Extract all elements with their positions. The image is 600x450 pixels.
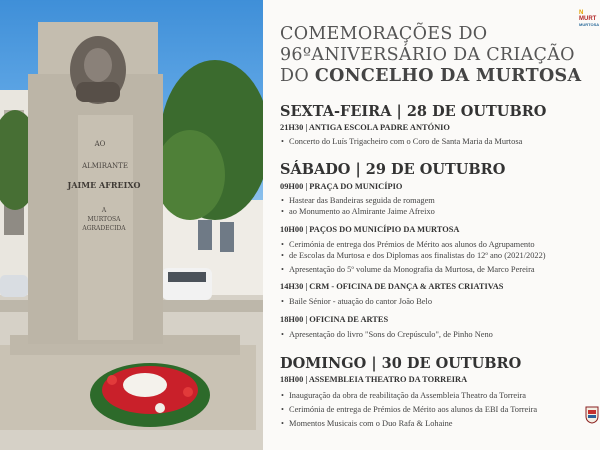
sunday-heading: DOMINGO | 30 DE OUTUBRO: [280, 355, 522, 372]
event-item: • Inauguração da obra de reabilitação da Assembleia Theatro da Torreira: [280, 390, 526, 402]
inscription-murtosa: MURTOSA: [87, 216, 121, 223]
inscription-agradecida: AGRADECIDA: [82, 225, 126, 232]
title-line-3: DO CONCELHO DA MURTOSA: [280, 66, 582, 86]
event-time: 18H00 | OFICINA DE ARTES: [280, 315, 389, 324]
program-panel: [263, 0, 600, 450]
monument-photo: [0, 0, 263, 450]
event-item-continuation: • de Escolas da Murtosa e dos Diplomas aos finalistas do 12º ano (2021/2022): [280, 250, 546, 262]
saturday-heading: SÁBADO | 29 DE OUTUBRO: [280, 161, 506, 178]
event-item: • Baile Sénior - atuação do cantor João Belo: [280, 296, 432, 308]
event-time: 09H00 | PRAÇA DO MUNICÍPIO: [280, 182, 403, 191]
event-item: • Hastear das Bandeiras seguida de romagem: [280, 195, 435, 207]
event-item: • Momentos Musicais com o Duo Rafa & Lohaine: [280, 418, 453, 430]
inscription-almirante: ALMIRANTE: [82, 162, 128, 170]
event-item: • Apresentação do livro "Sons do Crepúsculo", de Pinho Neno: [280, 329, 493, 341]
monument-illustration: [0, 0, 263, 450]
page-title: [280, 24, 581, 87]
event-time: 10H00 | PAÇOS DO MUNICÍPIO DA MURTOSA: [280, 225, 460, 234]
event-item-continuation: • ao Monumento ao Almirante Jaime Afreixo: [280, 206, 435, 218]
event-time: 14H30 | CRM - OFICINA DE DANÇA & ARTES CRIATIVAS: [280, 282, 504, 291]
friday-heading: SEXTA-FEIRA | 28 DE OUTUBRO: [280, 103, 547, 120]
event-time: 18H00 | ASSEMBLEIA THEATRO DA TORREIRA: [280, 375, 468, 384]
title-line-1: COMEMORAÇÕES DO: [280, 24, 488, 44]
event-item: • Apresentação do 5º volume da Monografia da Murtosa, de Marco Pereira: [280, 264, 535, 276]
inscription-ao: AO: [94, 140, 106, 148]
municipal-crest-icon: [585, 406, 599, 424]
inscription-name: JAIME AFREIXO: [67, 180, 141, 190]
event-item: • Cerimónia de entrega de Prémios de Mérito aos alunos da EBI da Torreira: [280, 404, 537, 416]
event-item: • Cerimónia de entrega dos Prémios de Mérito aos alunos do Agrupamento: [280, 239, 535, 251]
event-item: • Concerto do Luís Trigacheiro com o Coro de Santa Maria da Murtosa: [280, 136, 522, 148]
event-time: 21H30 | ANTIGA ESCOLA PADRE ANTÓNIO: [280, 123, 450, 132]
inscription-a: A: [101, 207, 107, 214]
title-line-2: 96ºANIVERSÁRIO DA CRIAÇÃO: [280, 45, 575, 65]
murtosa-logo: N MURT MURTOSA: [579, 10, 600, 27]
